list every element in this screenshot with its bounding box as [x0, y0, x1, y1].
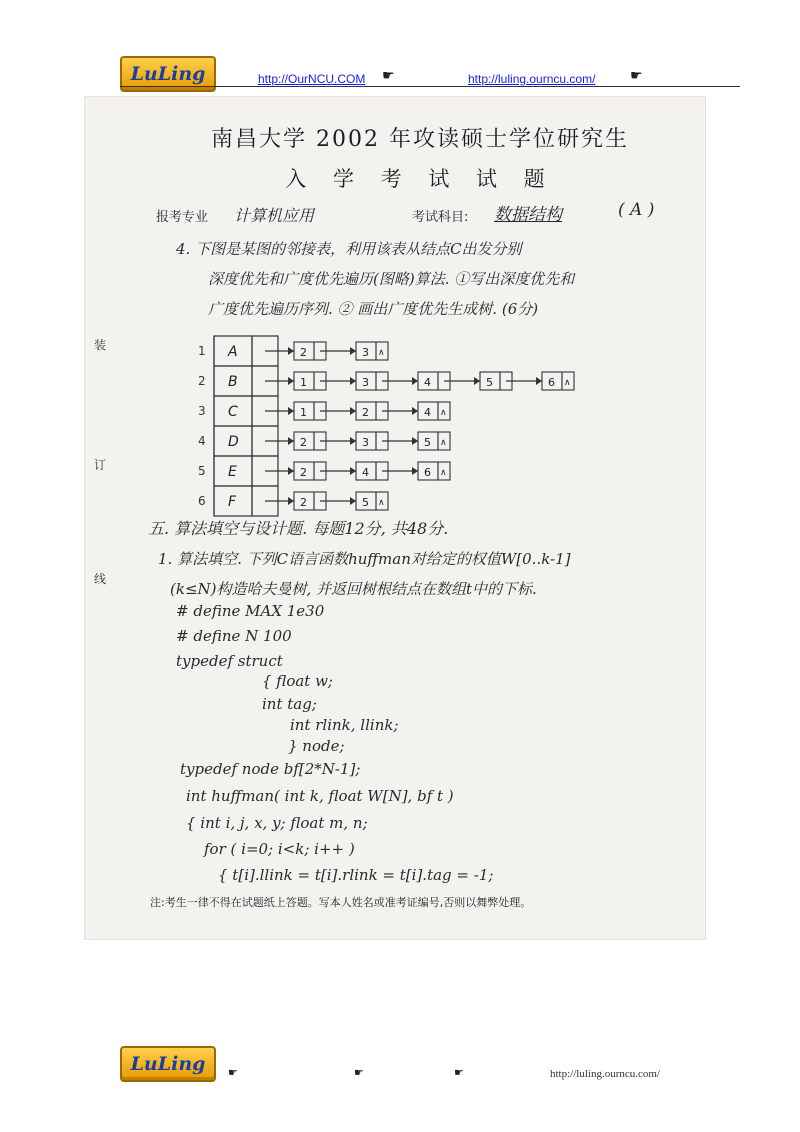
arrowhead: [412, 407, 418, 415]
arrowhead: [350, 467, 356, 475]
adj-node-label: 4: [362, 466, 369, 479]
code-line: { float w;: [262, 672, 333, 690]
null-mark: ∧: [378, 348, 385, 358]
adj-node-label: 3: [362, 376, 369, 389]
arrowhead: [288, 377, 294, 385]
adj-node-label: 6: [424, 466, 431, 479]
adj-node-label: 1: [300, 376, 307, 389]
q4-line2: 深度优先和广度优先遍历(图略)算法. ①写出深度优先和: [208, 270, 575, 288]
bind-mark-1: 装: [94, 338, 107, 352]
bind-mark-2: 订: [94, 458, 107, 472]
exam-title: 南昌大学 2002 年攻读硕士学位研究生: [211, 127, 629, 152]
q4-line1: 4. 下图是某图的邻接表，利用该表从结点C出发分别: [176, 240, 522, 258]
q4-line3: 广度优先遍历序列. ② 画出广度优先生成树. (6分): [208, 300, 539, 318]
arrowhead: [412, 377, 418, 385]
arrowhead: [350, 437, 356, 445]
hand-icon: ☛: [354, 1066, 364, 1079]
code-line: } node;: [288, 737, 345, 755]
code-line: int rlink, llink;: [290, 716, 399, 734]
adj-node-label: 3: [362, 346, 369, 359]
footer-url[interactable]: http://luling.ourncu.com/: [550, 1068, 660, 1080]
adj-node-label: 2: [362, 406, 369, 419]
code-line: typedef struct: [176, 652, 283, 670]
adj-node-label: 2: [300, 346, 307, 359]
row-index: 6: [198, 494, 206, 508]
arrowhead: [536, 377, 542, 385]
null-mark: ∧: [378, 498, 385, 508]
ourncu-link[interactable]: http://OurNCU.COM: [258, 72, 366, 86]
exam-subtitle: 入 学 考 试 试 题: [285, 167, 555, 191]
arrowhead: [350, 347, 356, 355]
arrowhead: [288, 437, 294, 445]
q1-line1: 1. 算法填空. 下列C语言函数huffman对给定的权值W[0..k-1]: [158, 550, 571, 568]
adj-node-label: 5: [486, 376, 493, 389]
null-mark: ∧: [440, 438, 447, 448]
arrowhead: [412, 437, 418, 445]
vertex-label: B: [228, 374, 238, 390]
adj-node-label: 4: [424, 406, 431, 419]
hand-icon: ☛: [382, 68, 395, 84]
major-value: 计算机应用: [234, 206, 315, 225]
code-line: typedef node bf[2*N-1];: [180, 760, 361, 778]
adj-node-label: 1: [300, 406, 307, 419]
exam-footer-note: 注:考生一律不得在试题纸上答题。写本人姓名或准考证编号,否则以舞弊处理。: [150, 896, 532, 909]
adj-node-label: 3: [362, 436, 369, 449]
luling-logo-footer: [120, 1046, 216, 1082]
code-line: { t[i].llink = t[i].rlink = t[i].tag = -1;: [218, 866, 494, 884]
vertex-label: D: [228, 434, 239, 450]
arrowhead: [288, 497, 294, 505]
paper-code: ( A ): [618, 200, 655, 220]
vertex-label: F: [228, 494, 237, 510]
code-line: # define N 100: [176, 627, 292, 645]
adj-node-label: 6: [548, 376, 555, 389]
code-line: # define MAX 1e30: [176, 602, 325, 620]
logo-mark-footer: LuLing: [120, 1046, 216, 1082]
adj-node-label: 2: [300, 496, 307, 509]
row-index: 5: [198, 464, 206, 478]
section5-heading: 五. 算法填空与设计题. 每题12分, 共48分.: [148, 519, 449, 538]
arrowhead: [350, 407, 356, 415]
code-line: int huffman( int k, float W[N], bf t ): [186, 787, 454, 805]
adj-node-label: 2: [300, 466, 307, 479]
arrowhead: [288, 347, 294, 355]
hand-icon: ☛: [630, 68, 643, 84]
hand-icon: ☛: [454, 1066, 464, 1079]
arrowhead: [350, 377, 356, 385]
major-label: 报考专业: [156, 210, 209, 225]
hand-icon: ☛: [228, 1066, 238, 1079]
arrowhead: [288, 467, 294, 475]
adj-node-label: 5: [424, 436, 431, 449]
code-line: { int i, j, x, y; float m, n;: [186, 814, 368, 832]
null-mark: ∧: [564, 378, 571, 388]
arrowhead: [350, 497, 356, 505]
null-mark: ∧: [440, 408, 447, 418]
arrowhead: [474, 377, 480, 385]
adj-node-label: 4: [424, 376, 431, 389]
row-index: 2: [198, 374, 206, 388]
adj-node-label: 2: [300, 436, 307, 449]
arrowhead: [288, 407, 294, 415]
null-mark: ∧: [440, 468, 447, 478]
subject-label: 考试科目:: [412, 210, 469, 225]
vertex-label: A: [228, 344, 238, 360]
row-index: 3: [198, 404, 206, 418]
arrowhead: [412, 467, 418, 475]
bind-mark-3: 线: [94, 572, 107, 586]
row-index: 4: [198, 434, 206, 448]
subject-value: 数据结构: [494, 205, 562, 225]
code-line: for ( i=0; i<k; i++ ): [204, 840, 355, 858]
adj-node-label: 5: [362, 496, 369, 509]
row-index: 1: [198, 344, 206, 358]
code-line: int tag;: [262, 695, 317, 713]
q1-line2: (k≤N)构造哈夫曼树, 并返回树根结点在数组t中的下标.: [170, 580, 537, 598]
luling-link[interactable]: http://luling.ourncu.com/: [468, 72, 596, 86]
vertex-label: E: [228, 464, 237, 480]
logo-mark: LuLing: [120, 56, 216, 92]
vertex-label: C: [228, 404, 238, 420]
